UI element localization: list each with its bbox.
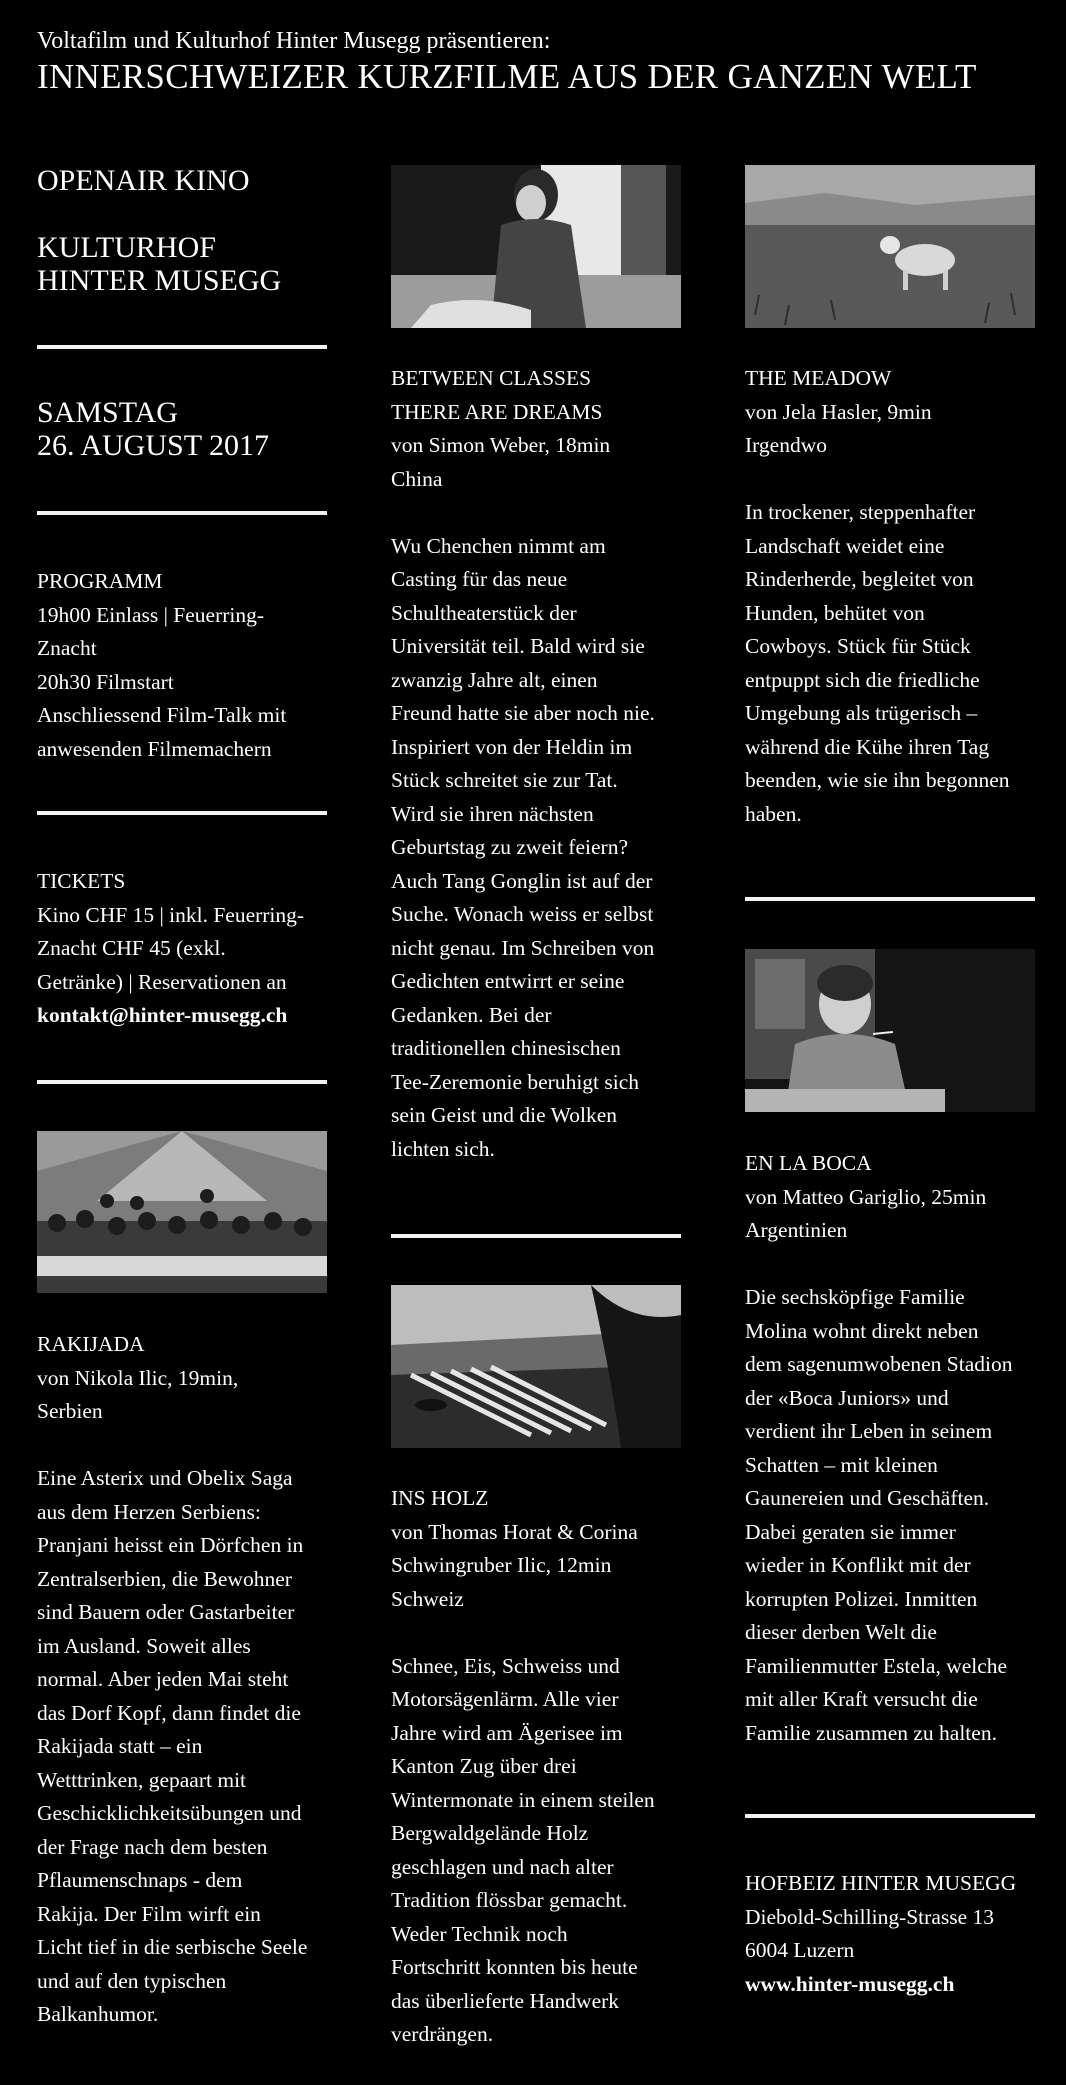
event-day: SAMSTAG <box>37 396 178 429</box>
film-description-line: Tee-Zeremonie beruhigt sich <box>391 1069 640 1094</box>
film-description-line: Cowboys. Stück für Stück <box>745 634 971 658</box>
film-description-line: Inspiriert von der Heldin im <box>391 734 633 759</box>
film-credit: Serbien <box>37 1399 103 1423</box>
film-description-line: Pranjani heisst ein Dörfchen in <box>37 1533 304 1557</box>
film-description-line: Stück schreitet sie zur Tat. <box>391 768 618 792</box>
tickets-section <box>37 865 337 1033</box>
film-description-line: geschlagen und nach alter <box>391 1854 614 1879</box>
film-description-line: Rakijada statt – ein <box>37 1734 203 1758</box>
film-description-line: Bergwaldgelände Holz <box>391 1821 589 1845</box>
programm-line: anwesenden Filmemachern <box>37 736 272 761</box>
film-description-line: Dabei geraten sie immer <box>745 1519 956 1544</box>
programm-line: Znacht <box>37 636 97 660</box>
divider <box>745 1814 1035 1818</box>
film-description-line: Familie zusammen zu halten. <box>745 1720 997 1745</box>
film-description-line: Schultheaterstück der <box>391 600 577 625</box>
film-description-line: verdrängen. <box>391 2022 494 2046</box>
divider <box>37 811 327 815</box>
the-meadow-section <box>745 362 1045 831</box>
film-description-line: Geschicklichkeitsübungen und <box>37 1801 302 1825</box>
film-title: BETWEEN CLASSES <box>391 366 592 390</box>
film-description-line: dem sagenumwobenen Stadion <box>745 1352 1013 1376</box>
film-description-line: Die sechsköpfige Familie <box>745 1285 965 1309</box>
film-title: EN LA BOCA <box>745 1151 872 1175</box>
film-description-line: Casting für das neue <box>391 567 568 591</box>
rakijada-film-still <box>37 1131 327 1293</box>
en-la-boca-section <box>745 1147 1045 1750</box>
film-description-line: Licht tief in die serbische Seele <box>37 1935 308 1959</box>
the-meadow-film-still <box>745 165 1035 328</box>
film-description-line: nicht genau. Im Schreiben von <box>391 935 655 960</box>
film-credit: von Matteo Gariglio, 25min <box>745 1184 987 1209</box>
film-description-line: Wetttrinken, gepaart mit <box>37 1767 247 1792</box>
film-credit: Schwingruber Ilic, 12min <box>391 1553 612 1577</box>
film-description-line: und auf den typischen <box>37 1968 227 1993</box>
film-title: THE MEADOW <box>745 366 892 390</box>
en-la-boca-film-still <box>745 949 1035 1112</box>
film-description-line: Weder Technik noch <box>391 1921 568 1946</box>
film-description-line: Suche. Wonach weiss er selbst <box>391 902 654 926</box>
film-description-line: das überlieferte Handwerk <box>391 1988 620 2013</box>
film-credit: China <box>391 466 443 491</box>
rakijada-section <box>37 1328 337 2032</box>
divider <box>37 345 327 349</box>
film-title: INS HOLZ <box>391 1486 489 1510</box>
tickets-line: Kino CHF 15 | inkl. Feuerring- <box>37 902 305 927</box>
event-type: OPENAIR KINO <box>37 164 250 197</box>
divider <box>745 897 1035 901</box>
film-description-line: während die Kühe ihren Tag <box>745 734 990 759</box>
venue-name-2: HINTER MUSEGG <box>37 264 282 297</box>
film-description-line: wieder in Konflikt mit der <box>745 1553 971 1577</box>
film-description-line: Landschaft weidet eine <box>745 533 945 558</box>
venue-heading: HOFBEIZ HINTER MUSEGG <box>745 1871 1017 1895</box>
programm-section <box>37 565 337 766</box>
film-description-line: zwanzig Jahre alt, einen <box>391 667 598 692</box>
film-description-line: traditionellen chinesischen <box>391 1036 621 1060</box>
film-credit: Schweiz <box>391 1586 464 1611</box>
film-title: THERE ARE DREAMS <box>391 399 603 424</box>
film-description-line: Schnee, Eis, Schweiss und <box>391 1653 620 1678</box>
film-description-line: Jahre wird am Ägerisee im <box>391 1720 623 1745</box>
film-description-line: haben. <box>745 801 802 826</box>
film-description-line: Wintermonate in einem steilen <box>391 1787 655 1812</box>
tickets-line: Getränke) | Reservationen an <box>37 969 287 994</box>
film-description-line: Auch Tang Gonglin ist auf der <box>391 868 653 893</box>
film-description-line: sind Bauern oder Gastarbeiter <box>37 1600 295 1624</box>
tickets-email-link[interactable]: kontakt@hinter-musegg.ch <box>37 1003 288 1027</box>
film-description-line: In trockener, steppenhafter <box>745 500 976 524</box>
film-description-line: Geburtstag zu zweit feiern? <box>391 835 628 859</box>
film-description-line: Gedanken. Bei der <box>391 1002 552 1027</box>
divider <box>391 1234 681 1238</box>
film-description-line: aus dem Herzen Serbiens: <box>37 1499 261 1524</box>
film-description-line: Gedichten entwirrt er seine <box>391 969 625 993</box>
film-credit: von Jela Hasler, 9min <box>745 399 932 424</box>
film-description-line: mit aller Kraft versucht die <box>745 1687 978 1711</box>
film-credit: Irgendwo <box>745 433 828 457</box>
venue-street: Diebold-Schilling-Strasse 13 <box>745 1904 995 1929</box>
film-description-line: normal. Aber jeden Mai steht <box>37 1667 289 1691</box>
film-credit: von Nikola Ilic, 19min, <box>37 1365 239 1390</box>
event-date: 26. AUGUST 2017 <box>37 429 269 462</box>
film-title: RAKIJADA <box>37 1332 145 1356</box>
between-classes-film-still <box>391 165 681 328</box>
venue-name-1: KULTURHOF <box>37 231 216 264</box>
film-description-line: Pflaumenschnaps - dem <box>37 1868 243 1892</box>
film-description-line: Fortschritt konnten bis heute <box>391 1955 638 1979</box>
film-description-line: korrupten Polizei. Inmitten <box>745 1586 978 1611</box>
ins-holz-section <box>391 1482 691 2052</box>
divider <box>37 1080 327 1084</box>
film-description-line: Familienmutter Estela, welche <box>745 1653 1008 1678</box>
venue-website-link[interactable]: www.hinter-musegg.ch <box>745 1971 955 1996</box>
tickets-line: Znacht CHF 45 (exkl. <box>37 936 226 960</box>
film-description-line: Gaunereien und Geschäften. <box>745 1486 990 1510</box>
film-description-line: Rinderherde, begleitet von <box>745 567 974 591</box>
programm-line: 19h00 Einlass | Feuerring- <box>37 602 265 627</box>
poster-title: INNERSCHWEIZER KURZFILME AUS DER GANZEN WELT <box>37 57 977 96</box>
film-description-line: sein Geist und die Wolken <box>391 1103 617 1127</box>
film-description-line: lichten sich. <box>391 1136 495 1161</box>
venue-city: 6004 Luzern <box>745 1938 855 1962</box>
film-description-line: im Ausland. Soweit alles <box>37 1633 251 1658</box>
film-credit: Argentinien <box>745 1218 848 1242</box>
programm-heading: PROGRAMM <box>37 569 163 593</box>
film-description-line: Umgebung als trügerisch – <box>745 701 978 725</box>
between-classes-section <box>391 362 691 1166</box>
ins-holz-film-still <box>391 1285 681 1448</box>
film-description-line: entpuppt sich die friedliche <box>745 667 980 692</box>
film-description-line: der «Boca Juniors» und <box>745 1385 949 1410</box>
film-description-line: das Dorf Kopf, dann findet die <box>37 1700 301 1725</box>
film-description-line: Kanton Zug über drei <box>391 1754 577 1778</box>
venue-section <box>745 1867 1055 2001</box>
film-description-line: Rakija. Der Film wirft ein <box>37 1901 261 1926</box>
programm-line: 20h30 Filmstart <box>37 669 174 694</box>
film-description-line: Molina wohnt direkt neben <box>745 1318 979 1343</box>
presenters-line: Voltafilm und Kulturhof Hinter Musegg präsentieren: <box>37 28 551 54</box>
film-description-line: Eine Asterix und Obelix Saga <box>37 1466 293 1490</box>
film-description-line: Zentralserbien, die Bewohner <box>37 1566 292 1591</box>
film-description-line: dieser derben Welt die <box>745 1620 937 1644</box>
tickets-heading: TICKETS <box>37 869 126 893</box>
film-credit: von Simon Weber, 18min <box>391 433 611 457</box>
film-description-line: Motorsägenlärm. Alle vier <box>391 1687 619 1711</box>
film-description-line: Wu Chenchen nimmt am <box>391 533 606 558</box>
film-description-line: verdient ihr Leben in seinem <box>745 1419 993 1443</box>
film-description-line: Wird sie ihren nächsten <box>391 801 594 826</box>
film-description-line: der Frage nach dem besten <box>37 1834 268 1859</box>
film-description-line: Balkanhumor. <box>37 2002 159 2026</box>
film-description-line: beenden, wie sie ihn begonnen <box>745 768 1010 792</box>
programm-line: Anschliessend Film-Talk mit <box>37 703 287 727</box>
film-description-line: Hunden, behütet von <box>745 600 925 625</box>
film-description-line: Schatten – mit kleinen <box>745 1452 938 1477</box>
divider <box>37 511 327 515</box>
film-credit: von Thomas Horat & Corina <box>391 1519 638 1544</box>
film-description-line: Tradition flössbar gemacht. <box>391 1888 628 1912</box>
film-description-line: Freund hatte sie aber noch nie. <box>391 701 655 725</box>
film-description-line: Universität teil. Bald wird sie <box>391 634 645 658</box>
